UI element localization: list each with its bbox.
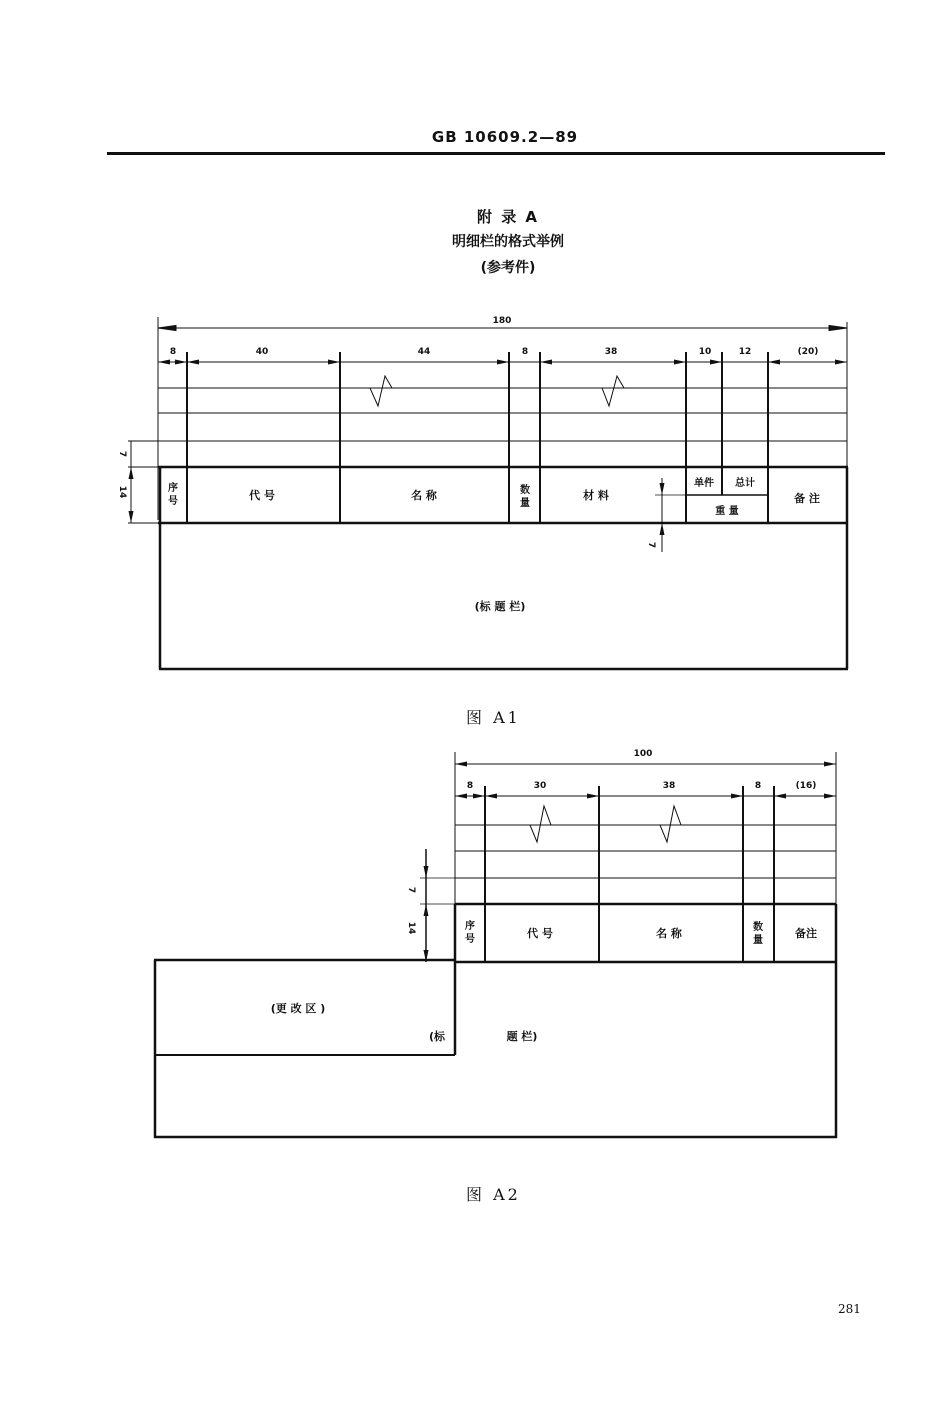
appendix-title: 附 录 A [476,208,540,226]
a2-header-seq-1: 序 [465,921,475,932]
standard-header: GB 10609.2—89 [431,128,579,146]
a1-dim-weight-row: 7 [646,541,656,549]
a2-dim-row: 7 [406,886,416,894]
a1-title-block: (标 题 栏) [474,600,526,613]
a2-dim-remark: (16) [795,781,817,791]
a1-dim-total: 12 [738,347,752,357]
a1-header-name: 名 称 [411,489,437,502]
a2-header-seq-2: 号 [465,934,475,945]
appendix-note: (参考件) [480,260,536,276]
a1-header-qty-2: 量 [520,498,530,509]
appendix-subtitle: 明细栏的格式举例 [452,234,564,250]
a1-dim-qty: 8 [521,347,529,357]
a2-header-name: 名 称 [656,927,682,940]
a2-dim-seq: 8 [466,781,474,791]
a1-header-code: 代 号 [249,489,275,502]
figure-a1-caption: 图 A1 [466,708,521,727]
a2-header-remark: 备注 [795,927,817,940]
a1-dim-unit: 10 [698,347,712,357]
a1-header-total: 总计 [735,478,755,489]
a1-total-dim: 180 [492,316,512,326]
a2-total-dim: 100 [633,749,653,759]
a2-header-qty-2: 量 [753,935,763,946]
a2-title-block-left: (标 [428,1030,446,1043]
a1-header-qty-1: 数 [520,485,530,496]
a1-dim-row: 7 [117,450,127,458]
a1-dim-seq: 8 [169,347,177,357]
a2-title-block-right: 题 栏) [506,1030,538,1043]
a1-dim-name: 44 [417,347,431,357]
a2-change-area: (更 改 区 ) [270,1002,326,1015]
a1-dim-remark: (20) [797,347,819,357]
a1-header-remark: 备 注 [794,492,820,505]
a2-dim-header: 14 [406,921,416,935]
a2-dim-qty: 8 [754,781,762,791]
a2-dim-code: 30 [533,781,547,791]
a2-dim-name: 38 [662,781,676,791]
a1-header-material: 材 料 [583,489,609,502]
a1-dim-header: 14 [117,485,127,499]
a1-header-seq-2: 号 [168,496,178,507]
a1-dim-material: 38 [604,347,618,357]
page-number: 281 [838,1302,861,1316]
a1-header-seq-1: 序 [168,483,178,494]
figure-a2-caption: 图 A2 [466,1185,521,1204]
a1-header-weight: 重 量 [715,506,739,517]
a2-header-code: 代 号 [527,927,553,940]
a1-dim-code: 40 [255,347,269,357]
a2-header-qty-1: 数 [753,922,763,933]
a1-header-unit: 单件 [694,478,714,489]
